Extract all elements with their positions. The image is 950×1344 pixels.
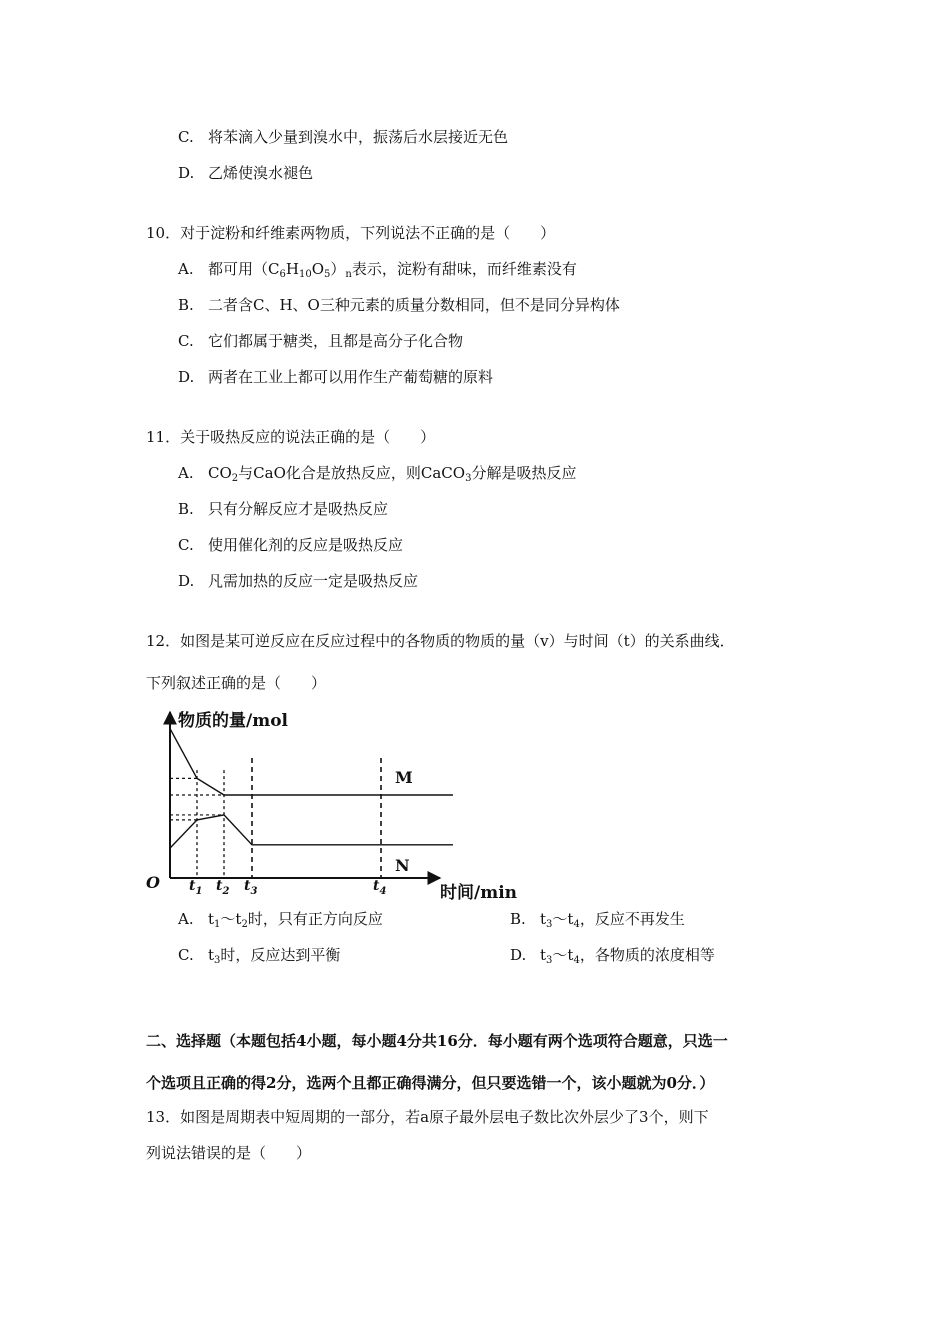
section2-heading-line1: 二、选择题（本题包括4小题，每小题4分共16分．每小题有两个选项符合题意，只选一 [146, 1032, 728, 1050]
q9-option-c: C. 将苯滴入少量到溴水中，振荡后水层接近无色 [178, 128, 509, 146]
q11-option-d: D. 凡需加热的反应一定是吸热反应 [178, 572, 419, 590]
q12-chart [140, 700, 550, 905]
q11-stem: 11．关于吸热反应的说法正确的是（ ） [146, 428, 436, 446]
chart-ticks [189, 878, 386, 897]
q10-option-d: D. 两者在工业上都可以用作生产葡萄糖的原料 [178, 368, 494, 386]
tick-label-t2: $t_2$ [216, 878, 230, 897]
q10-stem: 10．对于淀粉和纤维素两物质，下列说法不正确的是（ ） [146, 224, 556, 242]
q10-option-c: C. 它们都属于糖类，且都是高分子化合物 [178, 332, 464, 350]
section2-heading-line2: 个选项且正确的得2分，选两个且都正确得满分，但只要选错一个，该小题就为0分．） [146, 1074, 715, 1092]
tick-label-t3: $t_3$ [244, 878, 258, 897]
tick-label-t1: $t_1$ [189, 878, 203, 897]
origin-label: O [146, 873, 160, 892]
q12-option-b: B. $t_3\sim t_4$，反应不再发生 [510, 910, 685, 930]
q13-stem-line1: 13．如图是周期表中短周期的一部分，若a原子最外层电子数比次外层少了3个，则下 [146, 1108, 709, 1126]
y-axis-label: 物质的量/mol [178, 711, 288, 731]
q11-option-a: A. $CO_2$与CaO化合是放热反应，则CaCO$_3$分解是吸热反应 [178, 464, 577, 484]
chart-series [170, 729, 453, 875]
q12-option-d: D. $t_3\sim t_4$，各物质的浓度相等 [510, 946, 715, 966]
q11-option-b: B. 只有分解反应才是吸热反应 [178, 500, 389, 518]
x-axis-label: 时间/min [440, 883, 518, 903]
q12-stem-line2: 下列叙述正确的是（ ） [146, 674, 327, 692]
q10-option-b: B. 二者含C、H、O三种元素的质量分数相同，但不是同分异构体 [178, 296, 620, 314]
q13-stem-line2: 列说法错误的是（ ） [146, 1144, 312, 1162]
q11-option-c: C. 使用催化剂的反应是吸热反应 [178, 536, 404, 554]
tick-label-t4: $t_4$ [373, 878, 387, 897]
q10-option-a: A. 都可用$(C_6H_{10}O_5)_n$表示，淀粉有甜味，而纤维素没有 [178, 260, 577, 280]
series-N-label: N [395, 855, 410, 875]
q9-option-d: D. 乙烯使溴水褪色 [178, 164, 314, 182]
q12-stem-line1: 12．如图是某可逆反应在反应过程中的各物质的物质的量（v）与时间（t）的关系曲线． [146, 632, 735, 650]
series-N-line [170, 815, 453, 848]
series-M-label: M [395, 768, 413, 787]
q12-option-c: C. $t_3$时，反应达到平衡 [178, 946, 341, 966]
chart-guides [170, 758, 381, 878]
q12-option-a: A. $t_1\sim t_2$时，只有正方向反应 [178, 910, 383, 930]
